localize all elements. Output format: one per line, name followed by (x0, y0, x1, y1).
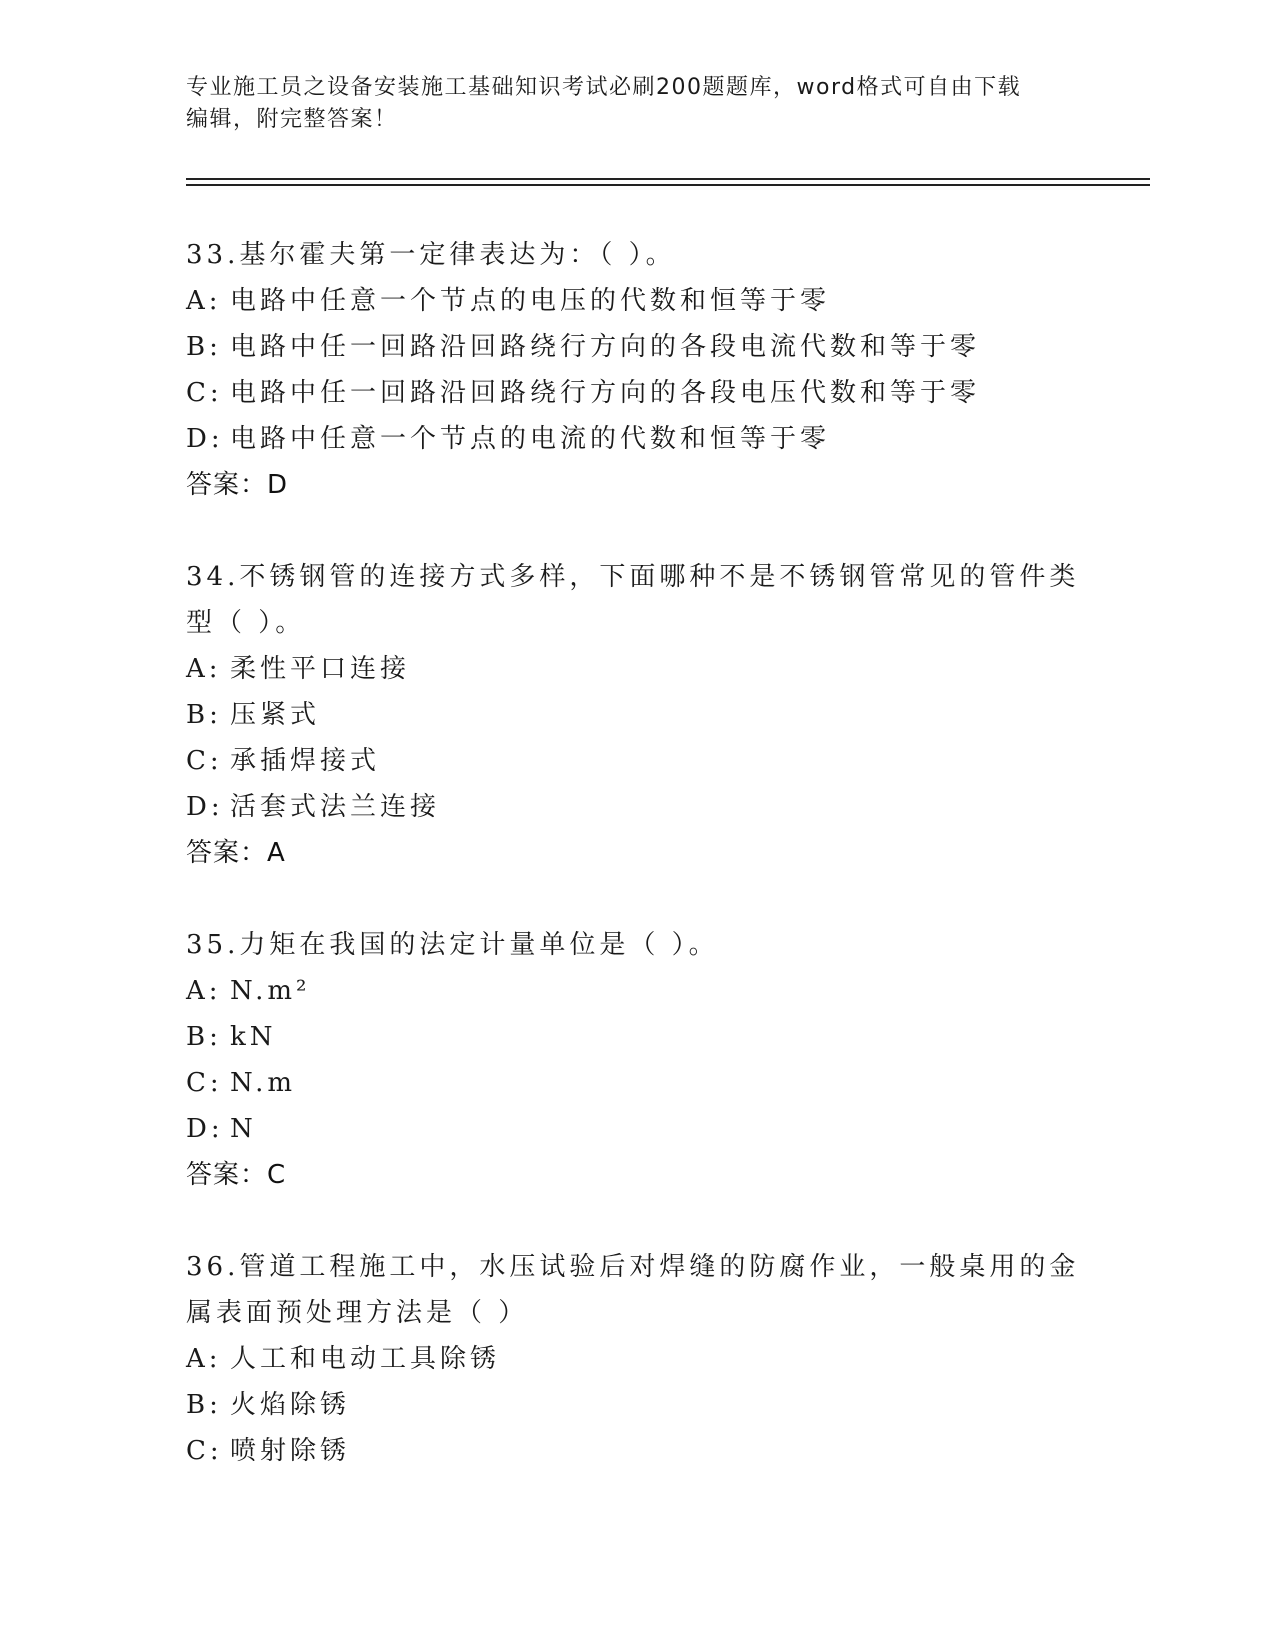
option-letter: C: (186, 746, 223, 776)
option-a (186, 968, 1086, 1014)
option-text: 电路中任意一个节点的电压的代数和恒等于零 (230, 286, 831, 316)
option-letter: C: (186, 1436, 223, 1466)
option-text: N.m (230, 1068, 297, 1098)
option-a (186, 1336, 1086, 1382)
header-line-1: 专业施工员之设备安装施工基础知识考试必刷200题题库，word格式可自由下载 (186, 75, 1022, 100)
header-divider-bottom (186, 184, 1150, 186)
option-a (186, 646, 1086, 692)
option-text: 电路中任意一个节点的电流的代数和恒等于零 (230, 424, 831, 454)
option-b (186, 324, 1086, 370)
option-letter: A: (186, 286, 222, 316)
option-c (186, 370, 1086, 416)
option-b (186, 1382, 1086, 1428)
option-text: 压紧式 (230, 700, 321, 730)
option-letter: B: (186, 332, 222, 362)
option-letter: D: (186, 792, 224, 822)
question-stem: 34.不锈钢管的连接方式多样，下面哪种不是不锈钢管常见的管件类型（ ）。 (186, 562, 1080, 638)
question-stem: 33.基尔霍夫第一定律表达为：（ ）。 (186, 240, 676, 270)
option-text: N.m² (230, 976, 311, 1006)
option-c (186, 1428, 1086, 1474)
option-d (186, 784, 1086, 830)
answer-line: 答案：C (186, 1160, 287, 1190)
option-c (186, 738, 1086, 784)
option-text: kN (230, 1022, 277, 1052)
header-line-2: 编辑，附完整答案！ (186, 107, 398, 132)
option-text: 火焰除锈 (230, 1390, 351, 1420)
question-stem: 35.力矩在我国的法定计量单位是（ ）。 (186, 930, 719, 960)
option-a (186, 278, 1086, 324)
header-divider-top (186, 178, 1150, 180)
option-letter: A: (186, 976, 222, 1006)
question-33 (186, 232, 1086, 508)
option-letter: B: (186, 700, 222, 730)
question-stem: 36.管道工程施工中，水压试验后对焊缝的防腐作业，一般桌用的金属表面预处理方法是（ ） (186, 1252, 1080, 1328)
question-list (186, 232, 1086, 1520)
option-letter: D: (186, 1114, 224, 1144)
question-36 (186, 1244, 1086, 1474)
option-b (186, 692, 1086, 738)
question-35 (186, 922, 1086, 1198)
answer-line: 答案：A (186, 838, 286, 868)
option-text: 电路中任一回路沿回路绕行方向的各段电压代数和等于零 (230, 378, 981, 408)
option-text: 喷射除锈 (230, 1436, 351, 1466)
option-d (186, 1106, 1086, 1152)
option-b (186, 1014, 1086, 1060)
option-text: 人工和电动工具除锈 (230, 1344, 501, 1374)
option-text: 活套式法兰连接 (230, 792, 441, 822)
option-text: 柔性平口连接 (230, 654, 411, 684)
answer-line: 答案：D (186, 470, 289, 500)
option-letter: D: (186, 424, 224, 454)
question-34 (186, 554, 1086, 876)
document-header (186, 72, 1066, 136)
option-text: N (230, 1114, 257, 1144)
option-letter: B: (186, 1022, 222, 1052)
option-letter: C: (186, 378, 223, 408)
option-text: 承插焊接式 (230, 746, 381, 776)
option-letter: B: (186, 1390, 222, 1420)
option-letter: C: (186, 1068, 223, 1098)
option-letter: A: (186, 1344, 222, 1374)
option-text: 电路中任一回路沿回路绕行方向的各段电流代数和等于零 (230, 332, 981, 362)
option-c (186, 1060, 1086, 1106)
option-d (186, 416, 1086, 462)
option-letter: A: (186, 654, 222, 684)
